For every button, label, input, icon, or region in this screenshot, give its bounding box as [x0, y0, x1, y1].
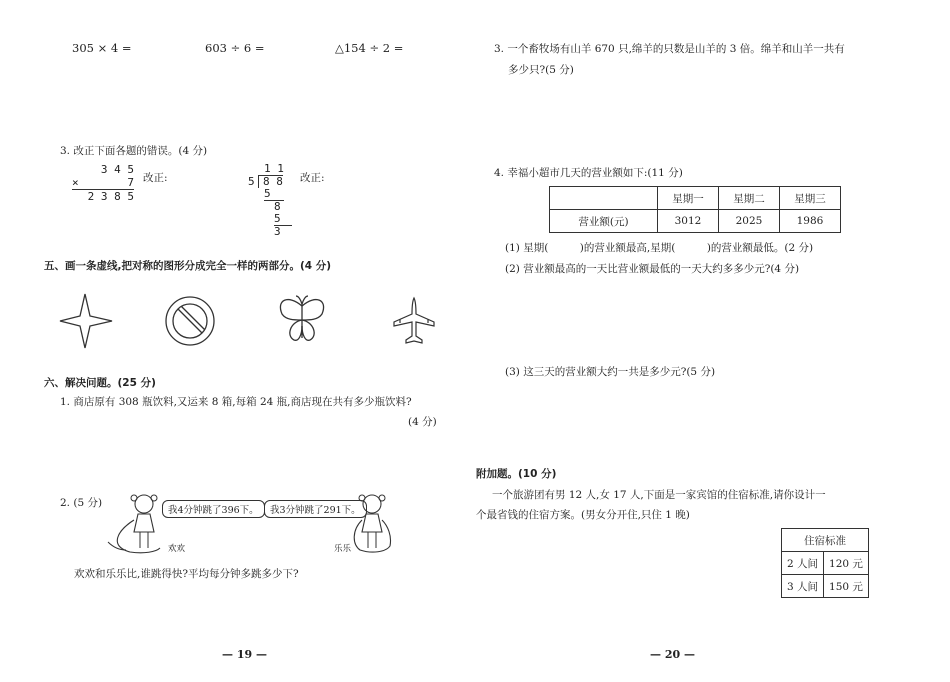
calc-problem-3: △154 ÷ 2 =	[335, 41, 404, 55]
q2-label: 2. (5 分)	[60, 497, 103, 509]
jump-rope-illustration	[104, 490, 394, 556]
q1-text: 1. 商店原有 308 瓶饮料,又运来 8 箱,每箱 24 瓶,商店现在共有多少瓶饮料?	[60, 396, 412, 408]
value-cell: 1986	[780, 210, 841, 233]
div-divisor: 5	[248, 174, 255, 188]
div-step1: 5	[264, 188, 284, 201]
page-number-19: — 19 —	[222, 648, 267, 661]
name-left: 欢欢	[168, 544, 186, 554]
girl-right-icon	[352, 490, 412, 556]
div-vertical	[248, 163, 298, 238]
mult-operator: ×	[72, 176, 79, 189]
sales-table-header	[550, 187, 841, 210]
header-cell	[550, 187, 658, 210]
header-cell: 星期一	[658, 187, 719, 210]
hotel-table-title-row	[782, 529, 869, 552]
r-q3-line2: 多少只?(5 分)	[508, 64, 574, 76]
div-dividend: 8 8	[258, 175, 283, 188]
hotel-table-row	[782, 552, 869, 575]
r-q4-sub2: (2) 营业额最高的一天比营业额最低的一天大约多多少元?(4 分)	[505, 263, 800, 275]
hotel-table-row	[782, 575, 869, 598]
section6-title: 六、解决问题。(25 分)	[44, 377, 156, 389]
hotel-table-title: 住宿标准	[782, 529, 869, 552]
speech-bubble-left: 我4分钟跳了396下。	[162, 500, 265, 518]
mult-vertical	[72, 163, 134, 203]
calc-problem-1: 305 × 4 =	[72, 41, 132, 55]
row-label: 营业额(元)	[550, 210, 658, 233]
div-quotient: 1 1	[264, 162, 284, 175]
girl-left-icon	[104, 490, 164, 556]
speech-bubble-right: 我3分钟跳了291下。	[264, 500, 367, 518]
value-cell: 3012	[658, 210, 719, 233]
butterfly-icon	[280, 296, 323, 340]
room-type: 3 人间	[782, 575, 824, 598]
symmetric-shapes	[50, 290, 450, 352]
header-cell: 星期三	[780, 187, 841, 210]
header-cell: 星期二	[719, 187, 780, 210]
fix-label-1: 改正:	[143, 172, 168, 184]
bonus-line1: 一个旅游团有男 12 人,女 17 人,下面是一家宾馆的住宿标准,请你设计一	[492, 489, 826, 501]
q3-correct-title: 3. 改正下面各题的错误。(4 分)	[60, 145, 208, 157]
name-right: 乐乐	[334, 544, 352, 554]
no-sign-icon	[166, 297, 214, 345]
calc-problem-2: 603 ÷ 6 =	[205, 41, 265, 55]
room-type: 2 人间	[782, 552, 824, 575]
div-step2: 8	[274, 200, 281, 213]
mult-result: 2 3 8 5	[87, 190, 134, 203]
bonus-line2: 个最省钱的住宿方案。(男女分开住,只住 1 晚)	[476, 509, 690, 521]
sales-table-row	[550, 210, 841, 233]
r-q3-line1: 3. 一个畜牧场有山羊 670 只,绵羊的只数是山羊的 3 倍。绵羊和山羊一共有	[494, 43, 845, 55]
hotel-table	[781, 528, 869, 598]
q1-score: (4 分)	[408, 416, 437, 428]
section5-title: 五、画一条虚线,把对称的图形分成完全一样的两部分。(4 分)	[44, 260, 332, 272]
mult-top: 3 4 5	[100, 163, 134, 176]
page-number-20: — 20 —	[650, 648, 695, 661]
r-q4-sub1: (1) 星期( )的营业额最高,星期( )的营业额最低。(2 分)	[505, 242, 814, 254]
room-price: 150 元	[824, 575, 869, 598]
div-step3: 5	[274, 213, 292, 226]
fix-label-2: 改正:	[300, 172, 325, 184]
airplane-icon	[394, 298, 434, 343]
sales-table	[549, 186, 841, 233]
value-cell: 2025	[719, 210, 780, 233]
four-point-star-icon	[60, 294, 112, 348]
q2-text: 欢欢和乐乐比,谁跳得快?平均每分钟多跳多少下?	[74, 568, 299, 580]
bonus-title: 附加题。(10 分)	[476, 468, 557, 480]
r-q4-sub3: (3) 这三天的营业额大约一共是多少元?(5 分)	[505, 366, 716, 378]
r-q4-title: 4. 幸福小超市几天的营业额如下:(11 分)	[494, 167, 683, 179]
mult-multiplier: 7	[127, 176, 134, 189]
room-price: 120 元	[824, 552, 869, 575]
div-remainder: 3	[274, 225, 281, 238]
